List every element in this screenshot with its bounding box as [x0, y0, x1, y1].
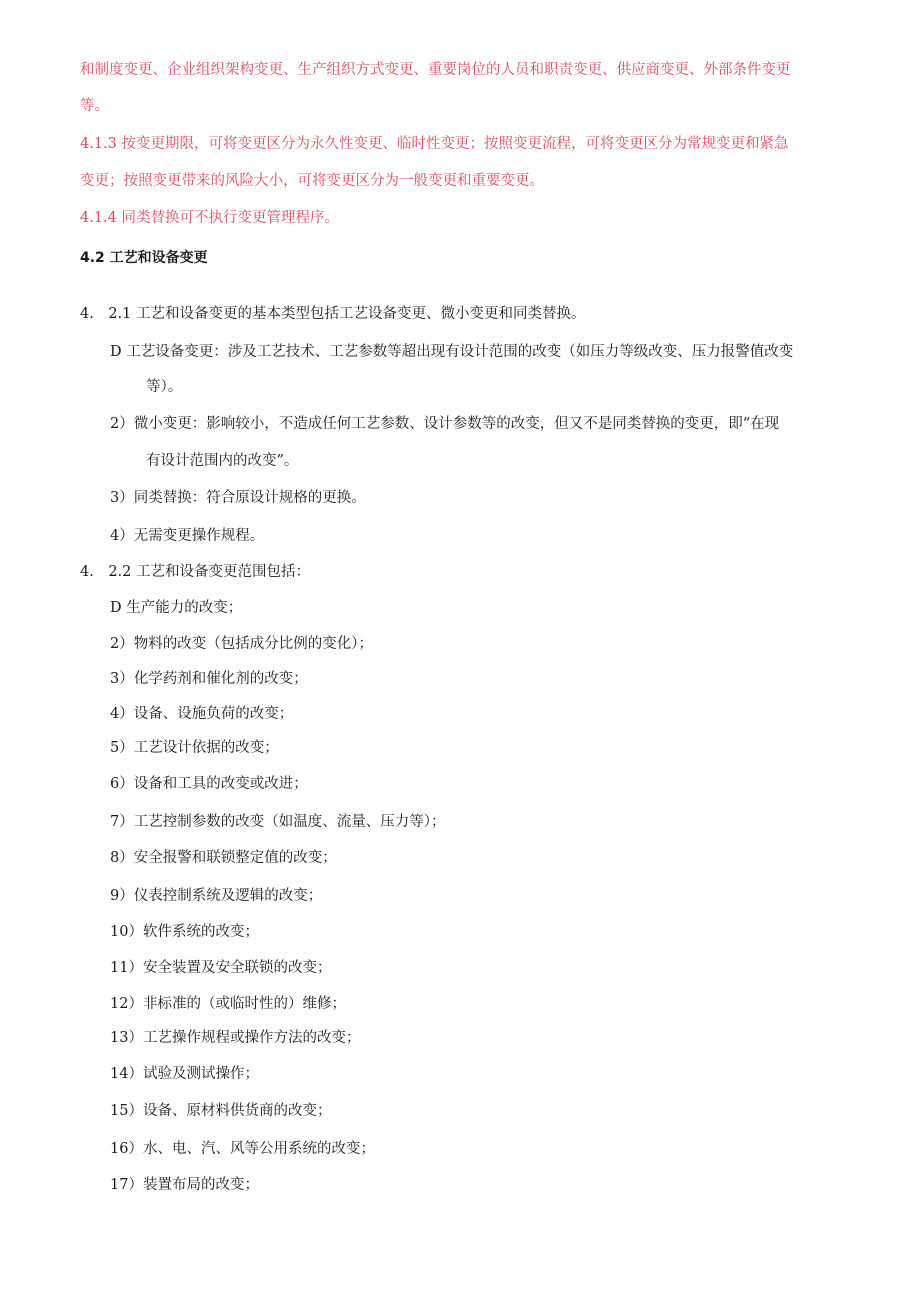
list-item: 4）无需变更操作规程。	[110, 528, 265, 544]
list-item: 2）物料的改变（包括成分比例的变化）；	[110, 636, 373, 652]
list-item: 2）微小变更：影响较小，不造成任何工艺参数、设计参数等的改变，但又不是同类替换的变更，即“在现	[110, 416, 780, 432]
list-item: 6）设备和工具的改变或改进；	[110, 776, 308, 792]
list-item-cont: 等）。	[146, 379, 183, 395]
list-item: 10）软件系统的改变；	[110, 924, 259, 940]
list-item: 14）试验及测试操作；	[110, 1066, 259, 1082]
list-item: 17）装置布局的改变；	[110, 1177, 259, 1193]
list-item: 15）设备、原材料供货商的改变；	[110, 1103, 332, 1119]
list-item: 3）化学药剂和催化剂的改变；	[110, 671, 308, 687]
list-item: 9）仪表控制系统及逻辑的改变；	[110, 888, 323, 904]
list-item: 11）安全装置及安全联锁的改变；	[110, 960, 332, 976]
clause-4-1-4: 4.1.4 同类替换可不执行变更管理程序。	[80, 210, 340, 226]
list-item-cont: 有设计范围内的改变”。	[146, 453, 299, 469]
list-item: 5）工艺设计依据的改变；	[110, 740, 279, 756]
list-item: 12）非标准的（或临时性的）维修；	[110, 996, 346, 1012]
list-item: 4）设备、设施负荷的改变；	[110, 706, 294, 722]
clause-4-2-2-title: 4. 2.2 工艺和设备变更范围包括：	[80, 564, 311, 580]
list-item: D 工艺设备变更：涉及工艺技术、工艺参数等超出现有设计范围的改变（如压力等级改变、压力报警值改变	[110, 344, 794, 360]
list-item: D 生产能力的改变；	[110, 600, 243, 616]
list-item: 7）工艺控制参数的改变（如温度、流量、压力等）；	[110, 814, 446, 830]
list-item: 8）安全报警和联锁整定值的改变；	[110, 850, 337, 866]
list-item: 16）水、电、汽、风等公用系统的改变；	[110, 1141, 375, 1157]
clause-4-2-1-title: 4. 2.1 工艺和设备变更的基本类型包括工艺设备变更、微小变更和同类替换。	[80, 306, 586, 322]
list-item: 13）工艺操作规程或操作方法的改变；	[110, 1030, 361, 1046]
list-item: 3）同类替换：符合原设计规格的更换。	[110, 490, 366, 506]
intro-text-line: 等。	[80, 98, 109, 114]
clause-4-1-3-cont: 变更；按照变更带来的风险大小，可将变更区分为一般变更和重要变更。	[80, 173, 544, 189]
clause-4-1-3: 4.1.3 按变更期限，可将变更区分为永久性变更、临时性变更；按照变更流程，可将变更区分为常规变更和紧急	[80, 136, 789, 152]
intro-text-line: 和制度变更、企业组织架构变更、生产组织方式变更、重要岗位的人员和职责变更、供应商变更、外部条件变更	[80, 62, 791, 78]
section-heading: 4.2 工艺和设备变更	[80, 250, 208, 266]
